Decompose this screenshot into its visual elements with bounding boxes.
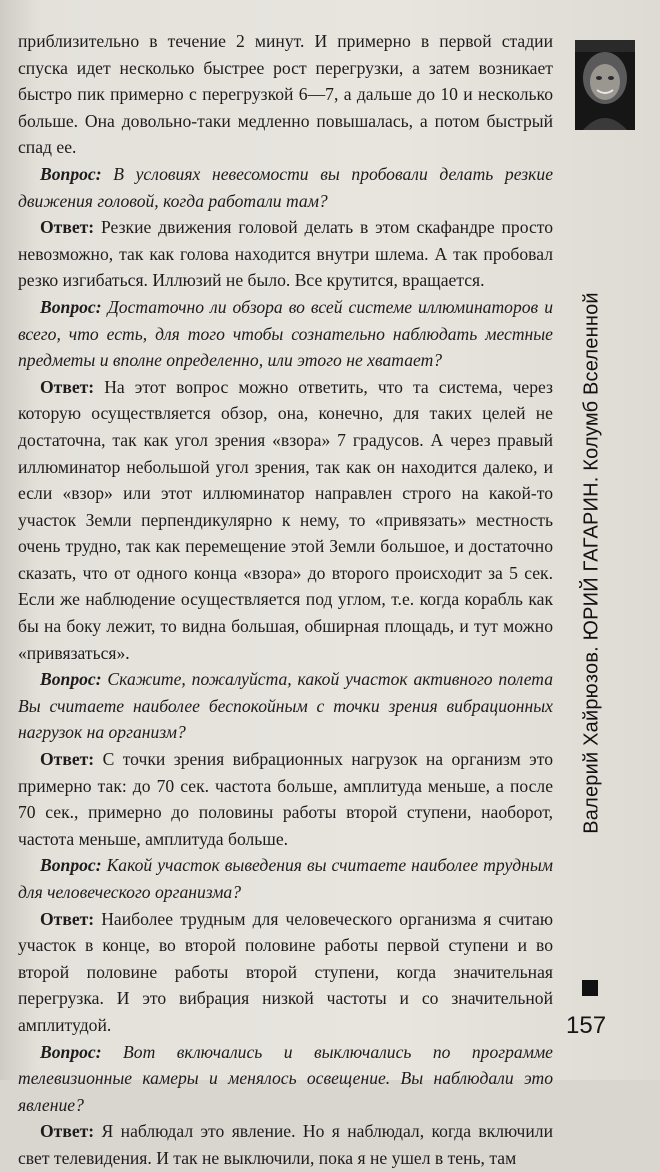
question-paragraph: Вопрос: Скажите, пожалуйста, какой участок активного полета Вы считаете наиболее беспокойным с точки зрения вибрационных нагрузок на организм? [18, 669, 553, 743]
answer-paragraph: Ответ: С точки зрения вибрационных нагрузок на организм это примерно так: до 70 сек. частота больше, амплитуда меньше, а после 70 сек., примерно до половины работы второй ступени, наоборот, частота меньше, амплитуда больше. [18, 749, 553, 849]
body-text [18, 28, 553, 1172]
page-number: 157 [566, 1012, 607, 1039]
answer-paragraph: Ответ: Резкие движения головой делать в этом скафандре просто невозможно, так как голова находится внутри шлема. А так пробовал резко изгибаться. Иллюзий не было. Все крутится, вращается. [18, 217, 554, 291]
book-running-title: Валерий Хайрюзов. ЮРИЙ ГАГАРИН. Колумб Вселенной [580, 292, 603, 834]
question-paragraph: Вопрос: Вот включались и выключались по программе телевизионные камеры и менялось освещение. Вы наблюдали это явление? [18, 1041, 553, 1115]
running-title-vertical [572, 128, 612, 998]
question-paragraph: Вопрос: Какой участок выведения вы считаете наиболее трудным для человеческого организма? [18, 855, 553, 902]
black-square-marker [582, 980, 598, 996]
question-paragraph: Вопрос: В условиях невесомости вы пробовали делать резкие движения головой, когда работали там? [18, 163, 553, 211]
author-portrait-photo [575, 40, 635, 130]
portrait-image [575, 40, 635, 130]
answer-paragraph: Ответ: Я наблюдал это явление. Но я наблюдал, когда включили свет телевидения. И так не выключили, пока я не ушел в тень, там [18, 1121, 553, 1168]
answer-paragraph: Ответ: На этот вопрос можно ответить, что та система, через которую осуществляется обзор, она, конечно, для таких целей не достаточна, так как угол зрения «взора» 7 градусов. А через правый иллюминатор небольшой угол зрения, так как он находится далеко, и если «взор» или этот иллюминатор направлен строго на какой-то участок Земли перпендикулярно к нему, то «привязать» местность очень трудно, так как перемещение этой Земли большое, и достаточно сказать, что от одного конца «взора» до второго происходит за 5 сек. Если же наблюдение осуществляется под углом, т.е. когда корабль как бы на боку лежит, то видна большая, обширная площадь, и тут можно «привязаться». [18, 376, 553, 663]
answer-paragraph: Ответ: Наиболее трудным для человеческого организма я считаю участок в конце, во второй половине работы первой ступени и во второй половине работы второй ступени, когда значительная перегрузка. И это вибрация низкой частоты и со значительной амплитудой. [18, 908, 553, 1035]
question-paragraph: Вопрос: Достаточно ли обзора во всей системе иллюминаторов и всего, что есть, для того чтобы сознательно наблюдать местные предметы и вполне определенно, или этого не хватает? [18, 296, 553, 371]
paragraph-continuation: приблизительно в течение 2 минут. И примерно в первой стадии спуска идет несколько быстрее рост перегрузки, а затем возникает быстро пик примерно с перегрузкой 6—7, а дальше до 10 и несколько больше. Она довольно-таки медленно повышалась, а потом быстрый спад ее. [18, 31, 553, 158]
